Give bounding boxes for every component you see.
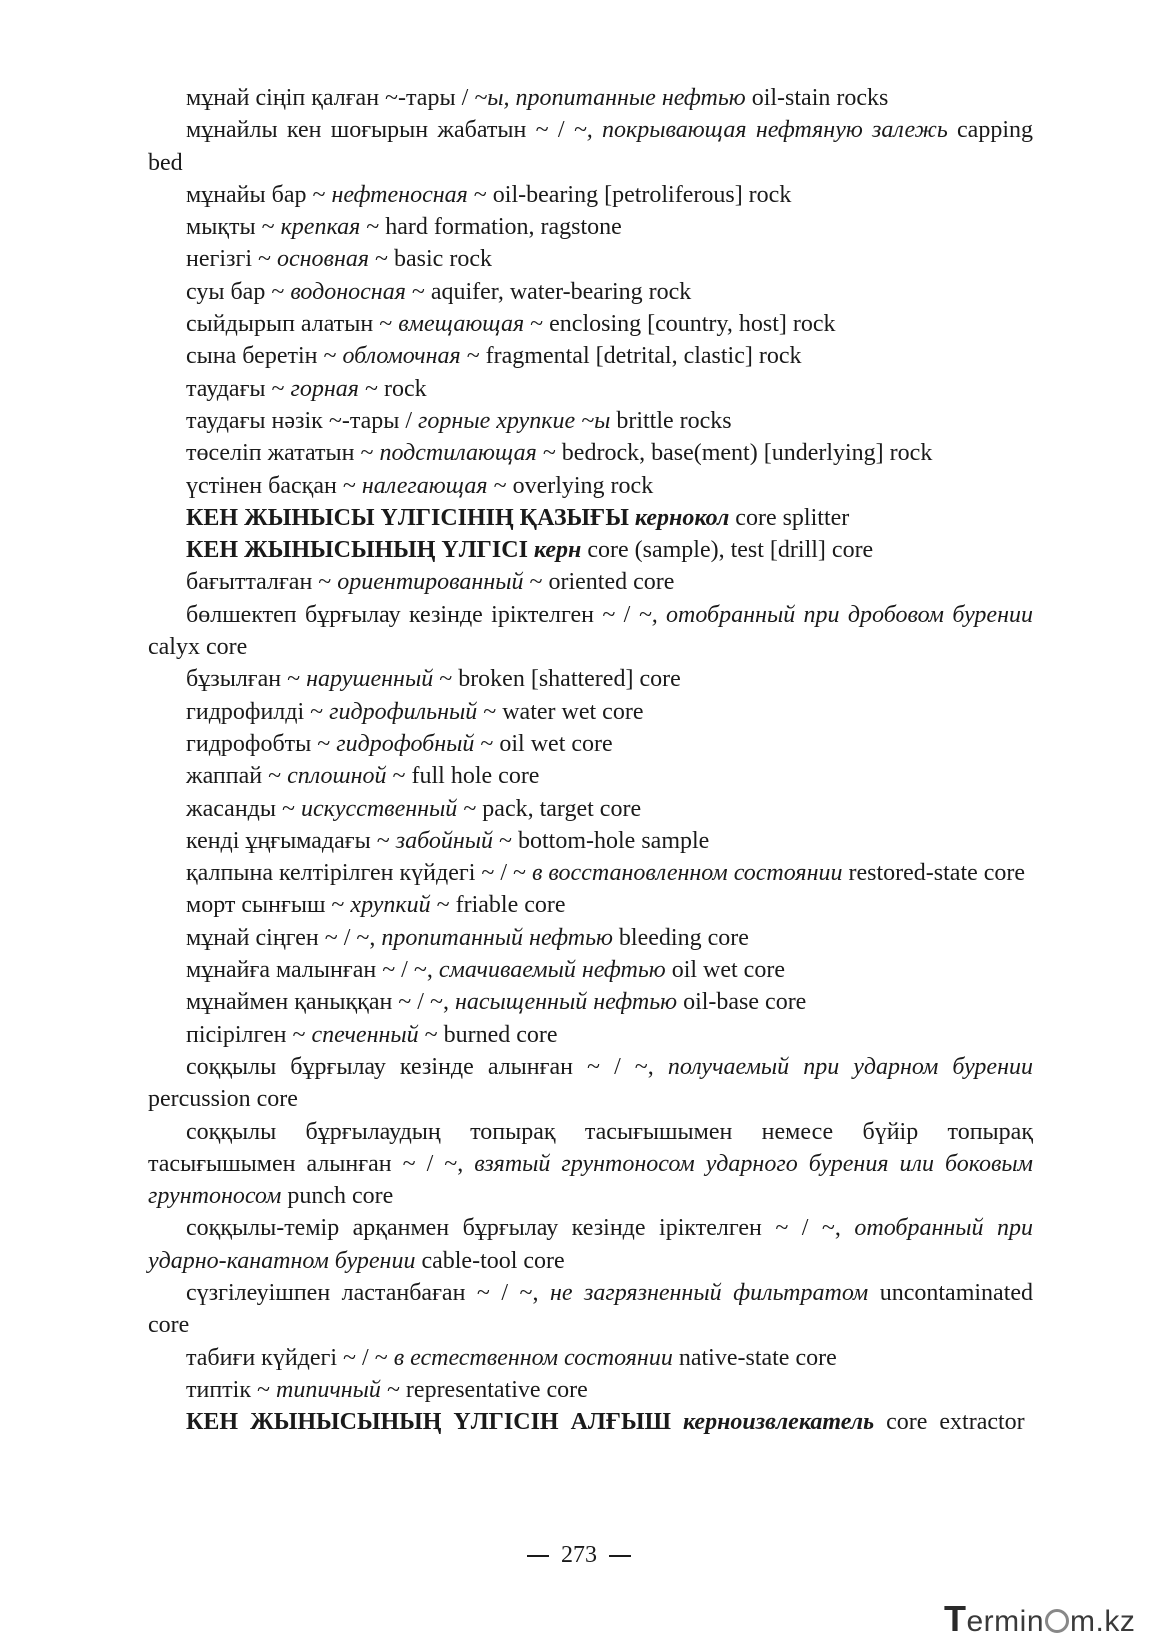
entry-ru: крепкая [280, 214, 361, 241]
entry-kz: соққылы бұрғылау кезінде алынған ~ / ~, [186, 1053, 668, 1080]
entry-en: punch core [281, 1183, 394, 1210]
entry-en: oil-base core [677, 989, 807, 1016]
dictionary-entry [148, 857, 1033, 889]
entry-en: ~ hard formation, ragstone [360, 214, 622, 241]
entry-en: ~ fragmental [detrital, clastic] rock [460, 343, 802, 370]
dictionary-entry [148, 599, 1033, 664]
entry-ru: искусственный [301, 795, 458, 822]
entry-kz: соққылы бұрғылаудың топырақ тасығышымен немесе бүйір топырақ тасығышымен алынған ~ / ~, [148, 1118, 1033, 1177]
entry-en: ~ rock [358, 375, 427, 402]
entry-kz: төселіп жататын ~ [186, 440, 380, 467]
entry-kz: таудағы нәзік ~-тары / [186, 407, 419, 434]
entry-en: calyx core [148, 634, 248, 661]
dictionary-entry [148, 793, 1033, 825]
dictionary-entry [148, 179, 1033, 211]
entry-ru: вмещающая [398, 311, 525, 338]
entry-ru: гидрофильный [329, 698, 478, 725]
headword-en: core splitter [729, 504, 850, 531]
entry-ru: в естественном состоянии [393, 1344, 673, 1371]
dictionary-entry [148, 986, 1033, 1018]
entry-kz: сыйдырып алатын ~ [186, 311, 399, 338]
dictionary-entry [148, 82, 1033, 114]
entry-kz: мұнайға малынған ~ / ~, [186, 957, 439, 984]
entry-ru: отобранный при ударно-канатном бурении [148, 1215, 1033, 1274]
headword-ru: керноизвлекатель [682, 1409, 875, 1436]
entry-ru: сплошной [287, 763, 387, 790]
page-number [0, 1542, 1158, 1569]
entry-ru: типичный [275, 1376, 381, 1403]
entry-ru: пропитанный нефтью [381, 924, 613, 951]
entry-en: ~ enclosing [country, host] rock [524, 311, 836, 338]
entry-en: uncontaminated core [148, 1279, 1034, 1339]
headword-core-extractor [148, 1406, 1033, 1438]
entry-ru: нарушенный [306, 666, 434, 693]
headword-kz: КЕН ЖЫНЫСЫ ҮЛГІСІНІҢ ҚАЗЫҒЫ [186, 504, 629, 531]
entry-kz: табиғи күйдегі ~ / ~ [186, 1344, 394, 1371]
dictionary-entry [148, 1342, 1033, 1374]
dictionary-entry [148, 1277, 1033, 1342]
entry-kz: типтік ~ [186, 1376, 276, 1403]
entry-ru: смачиваемый нефтью [438, 957, 666, 984]
entry-en: capping bed [148, 117, 1034, 176]
entry-kz: соққылы-темір арқанмен бұрғылау кезінде іріктелген ~ / ~, [186, 1215, 855, 1242]
entry-en: ~ basic rock [369, 246, 492, 273]
logo-part2: m.kz [1070, 1605, 1136, 1638]
dictionary-entry [148, 340, 1033, 372]
dictionary-entry [148, 211, 1033, 243]
entry-en: ~ bottom-hole sample [493, 827, 710, 854]
dictionary-entry [148, 373, 1033, 405]
entry-en: cable-tool core [415, 1247, 565, 1274]
entry-kz: сына беретін ~ [186, 343, 343, 370]
entry-ru: хрупкий [350, 892, 431, 919]
dictionary-entry [148, 276, 1033, 308]
headword-ru: керн [533, 537, 582, 564]
entry-ru: водоносная [290, 278, 406, 305]
dictionary-entry [148, 1019, 1033, 1051]
dictionary-entry [148, 470, 1033, 502]
entry-kz: мұнаймен қаныққан ~ / ~, [186, 989, 455, 1016]
entry-en: oil-stain rocks [745, 85, 889, 111]
logo-t: T [944, 1598, 967, 1639]
dictionary-entry [148, 889, 1033, 921]
entry-ru: взятый грунтоносом ударного бурения или боковым грунтоносом [148, 1150, 1033, 1210]
logo-circle-icon [1045, 1609, 1069, 1633]
headword-en: core (sample), test [drill] core [581, 537, 874, 564]
headword-kz: КЕН ЖЫНЫСЫНЫҢ ҮЛГІСІН АЛҒЫШ [186, 1409, 671, 1436]
entry-en: percussion core [148, 1086, 298, 1113]
entry-en: native-state core [672, 1344, 837, 1371]
dictionary-entry [148, 1116, 1033, 1213]
entry-en: ~ water wet core [477, 698, 644, 725]
entry-kz: кенді ұңғымадағы ~ [186, 827, 396, 854]
entry-kz: таудағы ~ [186, 375, 291, 402]
entry-en: ~ bedrock, base(ment) [underlying] rock [536, 440, 933, 467]
dictionary-entry [148, 728, 1033, 760]
entry-en: ~ oil-bearing [petroliferous] rock [467, 181, 792, 208]
dictionary-entry [148, 308, 1033, 340]
dictionary-entry [148, 566, 1033, 598]
entry-kz: мұнай сіңген ~ / ~, [186, 924, 382, 951]
entry-ru: гидрофобный [336, 730, 475, 757]
entry-en: ~ broken [shattered] core [433, 666, 681, 693]
entry-en: ~ pack, target core [457, 795, 642, 822]
dictionary-entry [148, 954, 1033, 986]
entry-ru: горная [290, 375, 359, 402]
entry-ru: спеченный [311, 1021, 419, 1048]
entry-ru: насыщенный нефтью [454, 989, 678, 1016]
dictionary-entry [148, 114, 1033, 179]
headword-en: core extractor [874, 1409, 1025, 1436]
entry-ru: налегающая [361, 472, 488, 499]
dash-right [609, 1555, 631, 1557]
entry-kz: үстінен басқан ~ [186, 472, 362, 499]
dictionary-entry [148, 696, 1033, 728]
entry-kz: бөлшектеп бұрғылау кезінде іріктелген ~ / [186, 601, 639, 628]
entry-en: ~ oriented core [523, 569, 675, 596]
dictionary-entry [148, 1374, 1033, 1406]
entry-ru: подстилающая [379, 440, 537, 467]
entry-kz: негізгі ~ [186, 246, 277, 273]
headword-kz: КЕН ЖЫНЫСЫНЫҢ ҮЛГІСІ [186, 537, 528, 564]
entry-ru: ~, покрывающая нефтяную залежь [573, 117, 948, 144]
entry-kz: жаппай ~ [186, 763, 288, 790]
dictionary-entry [148, 437, 1033, 469]
logo-part1: ermin [966, 1605, 1045, 1638]
entries-core [148, 566, 1033, 1406]
entry-en: ~ friable core [430, 892, 566, 919]
entry-ru: обломочная [342, 343, 461, 370]
page-number-text: 273 [561, 1542, 597, 1568]
entry-kz: жасанды ~ [186, 795, 301, 822]
entry-en: bleeding core [612, 924, 749, 951]
dictionary-entry [148, 405, 1033, 437]
entry-kz: пісірілген ~ [186, 1021, 312, 1048]
entry-en: ~ representative core [380, 1376, 588, 1403]
entry-ru: нефтеносная [331, 181, 468, 208]
headword-ru: кернокол [634, 504, 730, 531]
entry-ru: получаемый при ударном бурении [667, 1053, 1033, 1080]
entry-kz: сүзгілеуішпен ластанбаған ~ / ~, [186, 1279, 550, 1306]
entry-ru: забойный [395, 827, 494, 854]
entry-kz: бұзылған ~ [186, 666, 307, 693]
dictionary-entry [148, 663, 1033, 695]
entry-en: restored-state core [842, 860, 1026, 887]
entry-en: ~ burned core [418, 1021, 558, 1048]
entry-en: ~ full hole core [386, 763, 540, 790]
entry-kz: суы бар ~ [186, 278, 291, 305]
entry-ru: ~ы, пропитанные нефтью [474, 85, 746, 111]
entry-kz: гидрофилді ~ [186, 698, 330, 725]
entry-kz: мұнайлы кен шоғырын жабатын ~ / [186, 117, 574, 144]
dictionary-entry [148, 243, 1033, 275]
dictionary-entry [148, 1051, 1033, 1116]
entry-ru: ориентированный [337, 569, 524, 596]
entry-kz: морт сынғыш ~ [186, 892, 351, 919]
entry-ru: не загрязненный фильтратом [549, 1279, 869, 1306]
entry-ru: в восстановленном состоянии [532, 860, 843, 887]
entry-en: ~ aquifer, water-bearing rock [405, 278, 692, 305]
dictionary-page [148, 82, 1033, 1438]
entry-en: oil wet core [665, 957, 785, 984]
entry-ru: основная [276, 246, 370, 273]
entry-ru: ~, отобранный при дробовом бурении [638, 601, 1033, 628]
entry-kz: гидрофобты ~ [186, 730, 337, 757]
headword-core-splitter [148, 502, 1033, 534]
headword-core [148, 534, 1033, 566]
termincom-logo [944, 1598, 1135, 1640]
entry-en: ~ oil wet core [474, 730, 613, 757]
dash-left [527, 1555, 549, 1557]
entries-rock [148, 82, 1033, 502]
dictionary-entry [148, 825, 1033, 857]
entry-en: brittle rocks [610, 407, 732, 434]
entry-en: ~ overlying rock [487, 472, 654, 499]
entry-kz: мұнайы бар ~ [186, 181, 332, 208]
dictionary-entry [148, 922, 1033, 954]
entry-ru: горные хрупкие ~ы [418, 407, 611, 434]
dictionary-entry [148, 1212, 1033, 1277]
entry-kz: бағытталған ~ [186, 569, 338, 596]
entry-kz: мықты ~ [186, 214, 281, 241]
entry-kz: мұнай сіңіп қалған ~-тары / [186, 85, 475, 111]
dictionary-entry [148, 760, 1033, 792]
entry-kz: қалпына келтірілген күйдегі ~ / ~ [186, 860, 532, 887]
